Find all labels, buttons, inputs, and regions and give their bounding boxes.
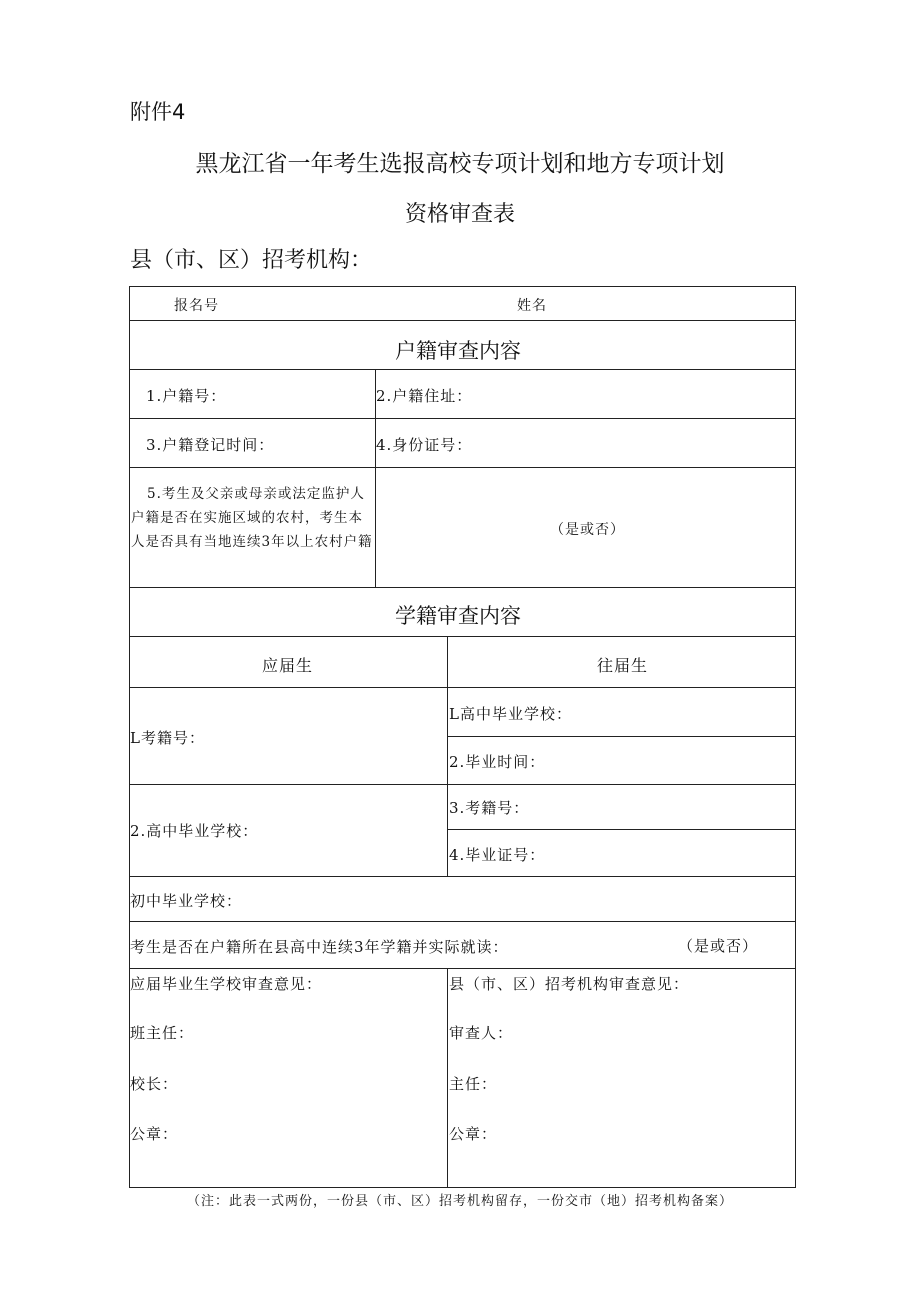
org-label: 县（市、区）招考机构：	[130, 248, 373, 273]
form-table	[129, 286, 796, 1188]
rule-household-title	[129, 369, 796, 370]
household-reg-time-field: 3.户籍登记时间：	[146, 436, 275, 454]
school-opinion-title: 应届毕业生学校审查意见：	[130, 975, 323, 993]
current-high-school-field: 2.高中毕业学校：	[130, 822, 259, 840]
household-address-field: 2.户籍住址：	[376, 387, 473, 405]
attachment-label: 附件4	[130, 100, 186, 124]
class-teacher-label: 班主任：	[130, 1024, 195, 1042]
footnote: （注：此表一式两份，一份县（市、区）招考机构留存，一份交市（地）招考机构备案）	[186, 1194, 733, 1209]
former-grad-time-field: 2.毕业时间：	[449, 753, 546, 771]
form-subtitle: 资格审查表	[404, 202, 515, 227]
principal-label: 校长：	[130, 1075, 179, 1093]
former-student-header: 往届生	[597, 656, 649, 675]
status-section-title: 学籍审查内容	[395, 604, 521, 628]
rule-row5	[129, 587, 796, 588]
former-exam-no-field: 3.考籍号：	[449, 799, 530, 817]
registration-no-label: 报名号	[174, 298, 219, 314]
org-seal-label: 公章：	[449, 1125, 498, 1143]
former-high-school-field: L高中毕业学校：	[449, 705, 572, 723]
form-title: 黑龙江省一年考生选报高校专项计划和地方专项计划	[195, 151, 725, 177]
junior-school-field: 初中毕业学校：	[130, 892, 243, 910]
rule-junior	[129, 921, 796, 922]
current-student-header: 应届生	[262, 656, 314, 675]
rule-status-mid	[129, 784, 796, 785]
rule-former-3	[447, 829, 796, 830]
rule-continuous	[129, 968, 796, 969]
director-label: 主任：	[449, 1075, 498, 1093]
school-seal-label: 公章：	[130, 1125, 179, 1143]
rule-status-title	[129, 636, 796, 637]
rule-row1	[129, 418, 796, 419]
rural-household-question: 5.考生及父亲或母亲或法定监护人户籍是否在实施区域的农村，考生本人是否具有当地连续3年以上农村户籍	[131, 486, 373, 550]
current-exam-no-field: L考籍号：	[130, 729, 205, 747]
continuous-status-answer: （是或否）	[678, 937, 759, 955]
rule-row2	[129, 467, 796, 468]
rule-status-end	[129, 876, 796, 877]
rural-household-answer: （是或否）	[550, 522, 625, 538]
former-diploma-no-field: 4.毕业证号：	[449, 846, 546, 864]
continuous-status-question: 考生是否在户籍所在县高中连续3年学籍并实际就读：	[130, 938, 509, 956]
reviewer-label: 审查人：	[449, 1024, 514, 1042]
id-number-field: 4.身份证号：	[376, 436, 473, 454]
rule-opinion-split	[447, 968, 448, 1188]
household-no-field: 1.户籍号：	[146, 387, 227, 405]
household-section-title: 户籍审查内容	[395, 339, 521, 363]
org-opinion-title: 县（市、区）招考机构审查意见：	[449, 975, 690, 993]
rule-former-1	[447, 736, 796, 737]
rule-header	[129, 320, 796, 321]
rule-status-header	[129, 687, 796, 688]
rule-status-split	[447, 636, 448, 876]
name-label: 姓名	[517, 298, 547, 314]
